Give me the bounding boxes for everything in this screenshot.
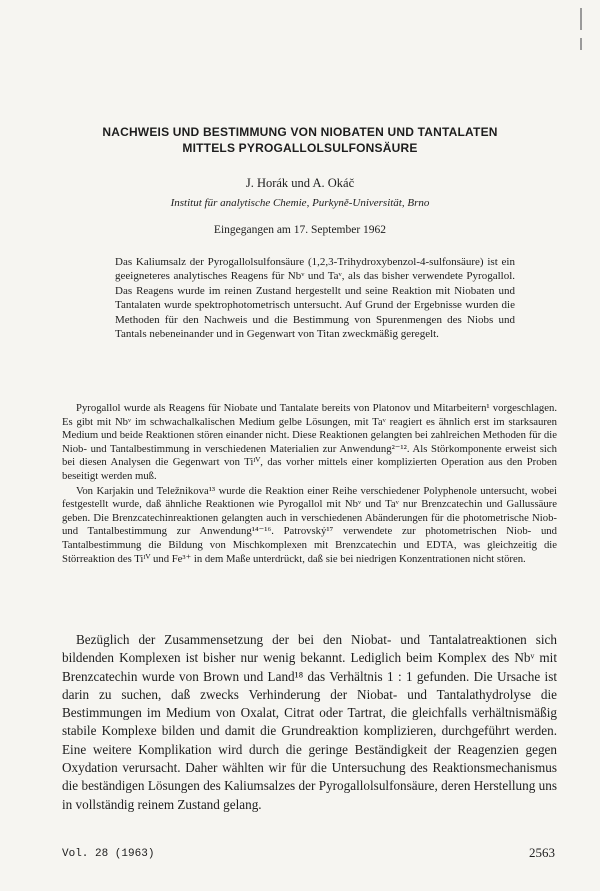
scan-edge-mark [580, 38, 582, 50]
scan-edge-mark [580, 8, 582, 30]
abstract: Das Kaliumsalz der Pyrogallolsulfonsäure (1,2,3-Trihydroxybenzol-4-sulfonsäure) ist ein geeigneteres analytisches Reagens für Nbᵛ und Taᵛ, als das bisher verwendete Pyrogallol. Das Reagens wurde im reinen Zustand hergestellt und seine Reaktion mit Niobaten und Tantalaten wurde spektrophotometrisch untersucht. Auf Grund der Ergebnisse wurden die Methoden für den Nachweis und die Bestimmung von Spurenmengen des Niobs und Tantals nebeneinander und in Gegenwart von Titan zweckmäßig geregelt. [115, 256, 515, 341]
page-number: 2563 [529, 845, 555, 860]
paragraph-3: Bezüglich der Zusammensetzung der bei den Niobat- und Tantalatreaktionen sich bildenden Komplexen ist bisher nur wenig bekannt. Lediglich beim Komplex des Nbᵛ mit Brenzcatechin wurde von Brown und Land¹⁸ das Verhältnis 1 : 1 gefunden. Die Ursache ist darin zu suchen, daß zwecks Verhinderung der Niobat- und Tantalathydrolyse die Bestimmungen im Medium von Oxalat, Citrat oder Tartrat, die gleichfalls verhältnismäßig stabile Komplexe bilden und damit die Grundreaktion komplizieren, durchgeführt werden. Eine weitere Komplikation wird durch die geringe Beständigkeit der Reagenzien gegen Oxydation verursacht. Daher wählten wir für die Untersuchung des Reaktionsmechanismus die beständigen Lösungen des Kaliumsalzes der Pyrogallolsulfonsäure, deren Herstellung uns in vollständig reinem Zustand gelang. [62, 632, 557, 812]
title-line-1: NACHWEIS UND BESTIMMUNG VON NIOBATEN UND TANTALATEN [102, 125, 498, 139]
paragraph-1: Pyrogallol wurde als Reagens für Niobate und Tantalate bereits von Platonov und Mitarbeitern¹ vorgeschlagen. Es gibt mit Nbᵛ im schwachalkalischen Medium gelbe Lösungen, mit Taᵛ reagiert es ähnlich erst im starksauren Medium und beide Reaktionen stören einander nicht. Diese Reaktionen gelangten bei zahlreichen Methoden für die Niob- und Tantalbestimmung in verschiedenen Materialien zur Anwendung²⁻¹². Als Störkomponente erweist sich bei diesen Analysen die Gegenwart von Tiᴵⱽ, das vorher mittels einer komplizierten Operation aus den Proben beseitigt werden muß. [62, 402, 557, 482]
journal-volume: Vol. 28 (1963) [62, 848, 155, 860]
authors: J. Horák und A. Okáč [245, 176, 355, 190]
affiliation: Institut für analytische Chemie, Purkyně-Universität, Brno [170, 197, 430, 209]
title-line-2: MITTELS PYROGALLOLSULFONSÄURE [182, 141, 418, 155]
intro-small-print [62, 402, 557, 567]
paragraph-2: Von Karjakin und Teležnikova¹³ wurde die Reaktion einer Reihe verschiedener Polyphenole untersucht, wobei festgestellt wurde, daß ähnliche Reaktionen wie Pyrogallol mit Nbᵛ und Taᵛ nur Brenzcatechin und Gallussäure geben. Die Brenzcatechinreaktionen gelangten auch in verschiedenen Abänderungen für die photometrische Niob- und Tantalbestimmung zur Anwendung¹⁴⁻¹⁶. Patrovský¹⁷ verwendete zur photometrischen Niob- und Tantalbestimmung die Bildung von Mischkomplexen mit Brenzcatechin und EDTA, was gleichzeitig die Störreaktion des Tiᴵⱽ und Fe³⁺ in dem Maße unterdrückt, daß sie bei niedrigen Konzentrationen nicht stören. [62, 484, 557, 565]
article-title [40, 124, 560, 156]
received-date: Eingegangen am 17. September 1962 [213, 224, 387, 236]
